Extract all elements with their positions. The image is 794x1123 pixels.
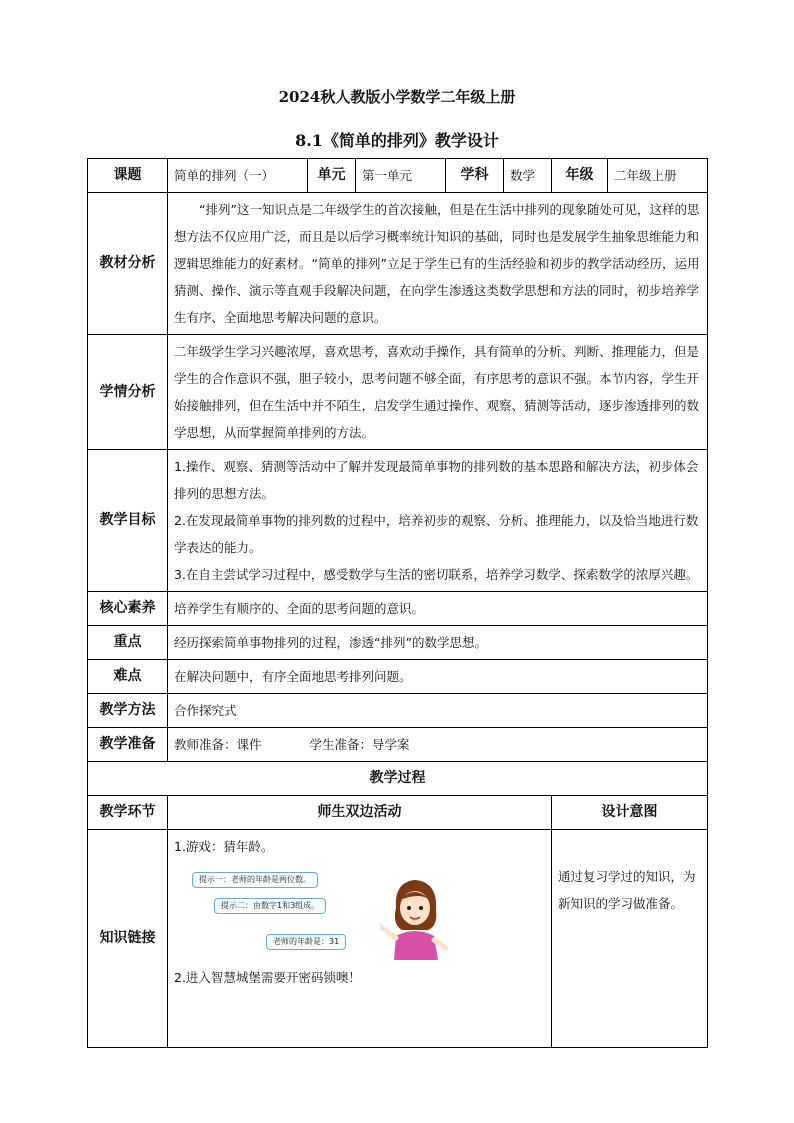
activity-cell [168, 830, 552, 1048]
textbook-analysis-label: 教材分析 [88, 193, 168, 335]
teaching-goals-list [168, 450, 708, 592]
intent-column-header: 设计意图 [552, 796, 708, 830]
preparation-text [168, 728, 708, 762]
topic-label: 课题 [88, 159, 168, 193]
guess-age-illustration [182, 864, 545, 960]
goal-item: 3.在自主尝试学习过程中，感受数学与生活的密切联系，培养学习数学、探索数学的浓厚兴趣。 [174, 567, 699, 582]
textbook-analysis-text: “排列”这一知识点是二年级学生的首次接触，但是在生活中排列的现象随处可见，这样的思想方法不仅应用广泛，而且是以后学习概率统计知识的基础，同时也是发展学生抽象思维能力和逻辑思维能力的好素材。“简单的排列”立足于学生已有的生活经验和初步的教学活动经历，运用猜测、操作、演示等直观手段解决问题，在向学生渗透这类数学思想和方法的同时，初步培养学生有序、全面地思考解决问题的意识。 [168, 193, 708, 335]
unit-value: 第一单元 [356, 159, 446, 193]
stage-cell: 知识链接 [88, 830, 168, 1048]
textbook-analysis-row [88, 193, 708, 335]
page-subtitle: 8.1《简单的排列》教学设计 [295, 131, 499, 150]
goal-item: 2.在发现最简单事物的排列数的过程中，培养初步的观察、分析、推理能力，以及恰当地进行数学表达的能力。 [174, 513, 699, 555]
student-analysis-text: 二年级学生学习兴趣浓厚，喜欢思考，喜欢动手操作，具有简单的分析、判断、推理能力，但是学生的合作意识不强，胆子较小，思考问题不够全面，有序思考的意识不强。本节内容，学生开始接触排列，但在生活中并不陌生，启发学生通过操作、观察、猜测等活动，逐步渗透排列的数学思想，从而掌握简单排列的方法。 [168, 335, 708, 450]
difficulty-text: 在解决问题中，有序全面地思考排列问题。 [168, 660, 708, 694]
teaching-goals-row [88, 450, 708, 592]
intent-cell [552, 830, 708, 1048]
unit-label: 单元 [308, 159, 356, 193]
teacher-preparation: 教师准备：课件 [174, 737, 262, 752]
intent-text: 通过复习学过的知识，为新知识的学习做准备。 [558, 869, 696, 911]
subject-label: 学科 [446, 159, 504, 193]
activity-line: 2.进入智慧城堡需要开密码锁噢！ [174, 970, 361, 985]
grade-value: 二年级上册 [608, 159, 708, 193]
hint-bubble: 提示二：由数字1和3组成。 [214, 898, 326, 914]
goal-item: 1.操作、观察、猜测等活动中了解并发现最简单事物的排列数的基本思路和解决方法，初步体会排列的思想方法。 [174, 459, 699, 501]
core-literacy-label: 核心素养 [88, 592, 168, 626]
lesson-plan-table [87, 158, 708, 1048]
process-header-row [88, 796, 708, 830]
activity-line: 1.游戏：猜年龄。 [174, 839, 274, 854]
student-analysis-label: 学情分析 [88, 335, 168, 450]
student-analysis-row [88, 335, 708, 450]
stage-column-header: 教学环节 [88, 796, 168, 830]
method-text: 合作探究式 [168, 694, 708, 728]
method-label: 教学方法 [88, 694, 168, 728]
key-point-label: 重点 [88, 626, 168, 660]
key-point-row [88, 626, 708, 660]
topic-value: 简单的排列（一） [168, 159, 308, 193]
difficulty-row [88, 660, 708, 694]
core-literacy-row [88, 592, 708, 626]
student-preparation: 学生准备：导学案 [309, 737, 410, 752]
preparation-label: 教学准备 [88, 728, 168, 762]
method-row [88, 694, 708, 728]
info-row [88, 159, 708, 193]
teaching-goals-label: 教学目标 [88, 450, 168, 592]
difficulty-label: 难点 [88, 660, 168, 694]
preparation-row [88, 728, 708, 762]
subject-value: 数学 [504, 159, 552, 193]
answer-bubble: 老师的年龄是：31 [266, 934, 346, 950]
key-point-text: 经历探索简单事物排列的过程，渗透“排列”的数学思想。 [168, 626, 708, 660]
process-title: 教学过程 [88, 762, 708, 796]
process-title-row [88, 762, 708, 796]
hint-bubble: 提示一：老师的年龄是两位数。 [192, 872, 318, 888]
teacher-girl-icon [380, 874, 450, 960]
page-title: 2024秋人教版小学数学二年级上册 [278, 88, 516, 106]
activity-column-header: 师生双边活动 [168, 796, 552, 830]
core-literacy-text: 培养学生有顺序的、全面的思考问题的意识。 [168, 592, 708, 626]
process-row [88, 830, 708, 1048]
grade-label: 年级 [552, 159, 608, 193]
